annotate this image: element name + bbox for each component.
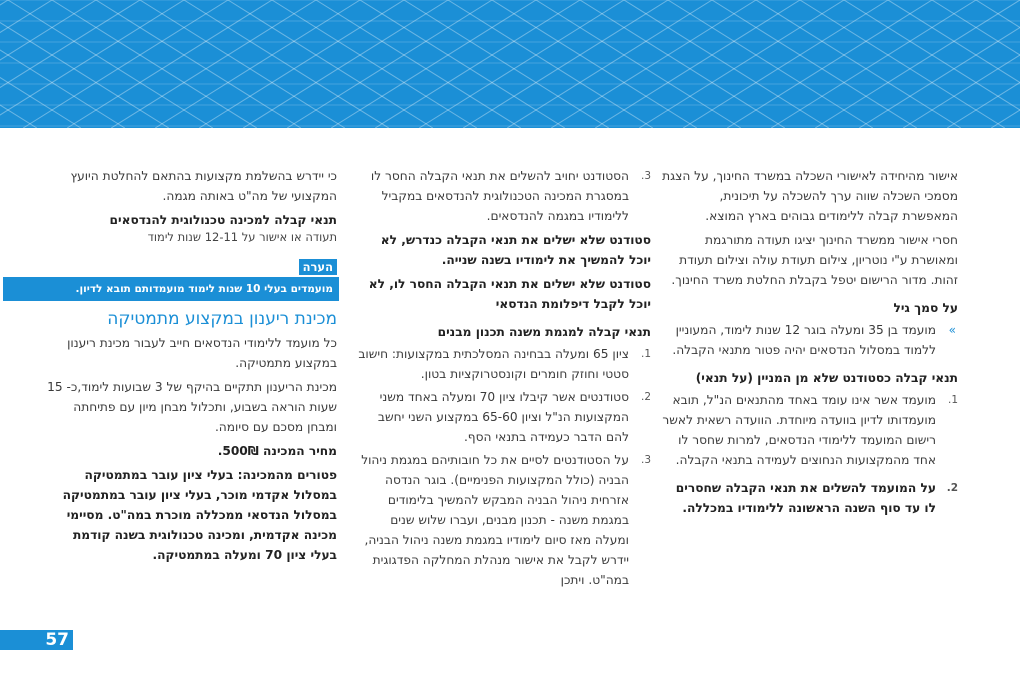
paragraph-continuation: כי יידרש בהשלמת מקצועות בהתאם להחלטת היועץ המקצועי של מה"ט באותה מגמה. <box>70 169 337 203</box>
list-item <box>662 478 958 518</box>
chevron-bullet-icon: » <box>948 323 956 337</box>
left-column <box>45 166 337 569</box>
note-box <box>45 253 337 301</box>
right-column <box>662 166 958 521</box>
page-number: 57 <box>0 630 73 650</box>
item-number: 3. <box>640 454 651 466</box>
list-item <box>662 390 958 470</box>
exemptions-text: פטורים מהמכינה: בעלי ציון עובר במתמטיקה במסלול אקדמי מוכר, בעלי ציון עובר במתמטיקה במסלול הנדסאי ממכללה מוכרת במה"ט. מסיימי מכינה אקדמית, ומכינה טכנולוגית בשנה קודמת בעלי ציון 70 ומעלה במתמטיקה. <box>62 468 337 562</box>
item-text: על הסטודנטים לסיים את כל חובותיהם במגמת ניהול הבניה (כולל המקצועות הפנימיים). בוגר הנדסה אזרחית ניהול הבניה המבקש להמשיך בלימודים במגמת משנה - תכנון מבנים, ועברו שלוש שנים ומעלה מאז סיום לימודיו במגמת משנה ניהול הבניה, יידרש לקבל את אישור מנהלת המחלקה הפדגוגית במה"ט. ויתכן <box>361 453 629 587</box>
item-text: סטודנטים אשר קיבלו ציון 70 ומעלה באחד משני המקצועות הנ"ל וציון 65-60 במקצוע השני יחשב להם הדבר כעמידה בתנאי הסף. <box>377 390 629 444</box>
item-number: 2. <box>640 391 651 403</box>
conditional-list <box>662 390 958 518</box>
heading-conditional: תנאי קבלה כסטודנט שלא מן המניין (על תנאי) <box>695 371 958 385</box>
middle-column <box>355 166 651 593</box>
heading-construction: תנאי קבלה למגמת משנה תכנון מבנים <box>437 325 651 339</box>
heading-mechina: תנאי קבלה למכינה טכנולוגית להנדסאים <box>109 213 337 227</box>
note-text: מועמדים בעלי 10 שנות לימוד מועמדותם תובא לדיון. <box>3 277 339 301</box>
list-item <box>355 450 651 590</box>
price-text: מחיר המכינה 500₪. <box>217 444 337 458</box>
paragraph-foreign-education: אישור מהיחידה לאישורי השכלה במשרד החינוך, על הצגת מסמכי השכלה שווה ערך להשכלה על תיכונית, המאפשרת קבלה ללימודים גבוהים בארץ המוצא. <box>662 169 958 223</box>
list-item <box>355 166 651 226</box>
item-number: 1. <box>640 348 651 360</box>
item-number: 3. <box>640 170 651 182</box>
item-number: 1. <box>947 394 958 406</box>
diamond-pattern <box>0 0 1020 128</box>
item-text: ציון 65 ומעלה בבחינה המסלכתית במקצועות: חישוב סטטי וחוזק חומרים וקונסטרוקציות בטון. <box>358 347 629 381</box>
section-title-math: מכינת ריענון במקצוע מתמטיקה <box>107 309 337 329</box>
mechina-requirement: תעודה או אישור על 12-11 שנות לימוד <box>147 230 337 244</box>
paragraph-math-required: כל מועמד ללימודי הנדסאים חייב לעבור מכינת ריענון במקצוע מתמטיקה. <box>67 336 337 370</box>
warning-diploma: סטודנט שלא ישלים את תנאי הקבלה החסר לו, לא יוכל לקבל דיפלומת הנדסאי <box>368 277 651 311</box>
paragraph-math-schedule: מכינת הריענון תתקיים בהיקף של 3 שבועות לימוד,כ- 15 שעות הוראה בשבוע, ותכלול מבחן מיון עם פתיחתה ומבחן מסכם עם סיומה. <box>47 380 337 434</box>
construction-list <box>355 344 651 590</box>
heading-age: על סמך גיל <box>893 301 958 315</box>
warning-second-year: סטודנט שלא ישלים את תנאי הקבלה כנדרש, לא יוכל להמשיך את לימודיו בשנה שנייה. <box>380 233 651 267</box>
age-text: מועמד בן 35 ומעלה בוגר 12 שנות לימוד, המעוניין ללמוד במסלול הנדסאים יהיה פטור מתנאי הקבלה. <box>672 323 936 357</box>
item-number: 2. <box>946 482 958 494</box>
list-item-age <box>662 320 958 360</box>
item-text: מועמד אשר אינו עומד באחד מהתנאים הנ"ל, תובא מועמדותו לדיון בוועדה מיוחדת. הוועדה רשאית לאשר רישום המועמד ללימודי הנדסאים, למרות שחסר לו אחד מהמקצועות הנחוצים לעמידה בתנאי הקבלה. <box>662 393 936 467</box>
paragraph-no-approval: חסרי אישור ממשרד החינוך יציגו תעודה מתורגמת ומאושרת ע"י נוטריון, צילום תעודת עולה וצילום תעודת זהות. מדור הרישום יטפל בקבלת החלטת משרד החינוך. <box>671 233 958 287</box>
note-heading: הערה <box>299 259 337 275</box>
list-item <box>355 387 651 447</box>
list-item <box>355 344 651 384</box>
item-text: על המועמד להשלים את תנאי הקבלה שחסרים לו עד סוף השנה הראשונה ללימודיו במכללה. <box>675 481 936 515</box>
item-text: הסטודנט יחויב להשלים את תנאי הקבלה החסר לו במסגרת המכינה הטכנולוגית להנדסאים במקביל ללימודיו במגמה להנדסאים. <box>370 169 629 223</box>
header-banner <box>0 0 1020 128</box>
